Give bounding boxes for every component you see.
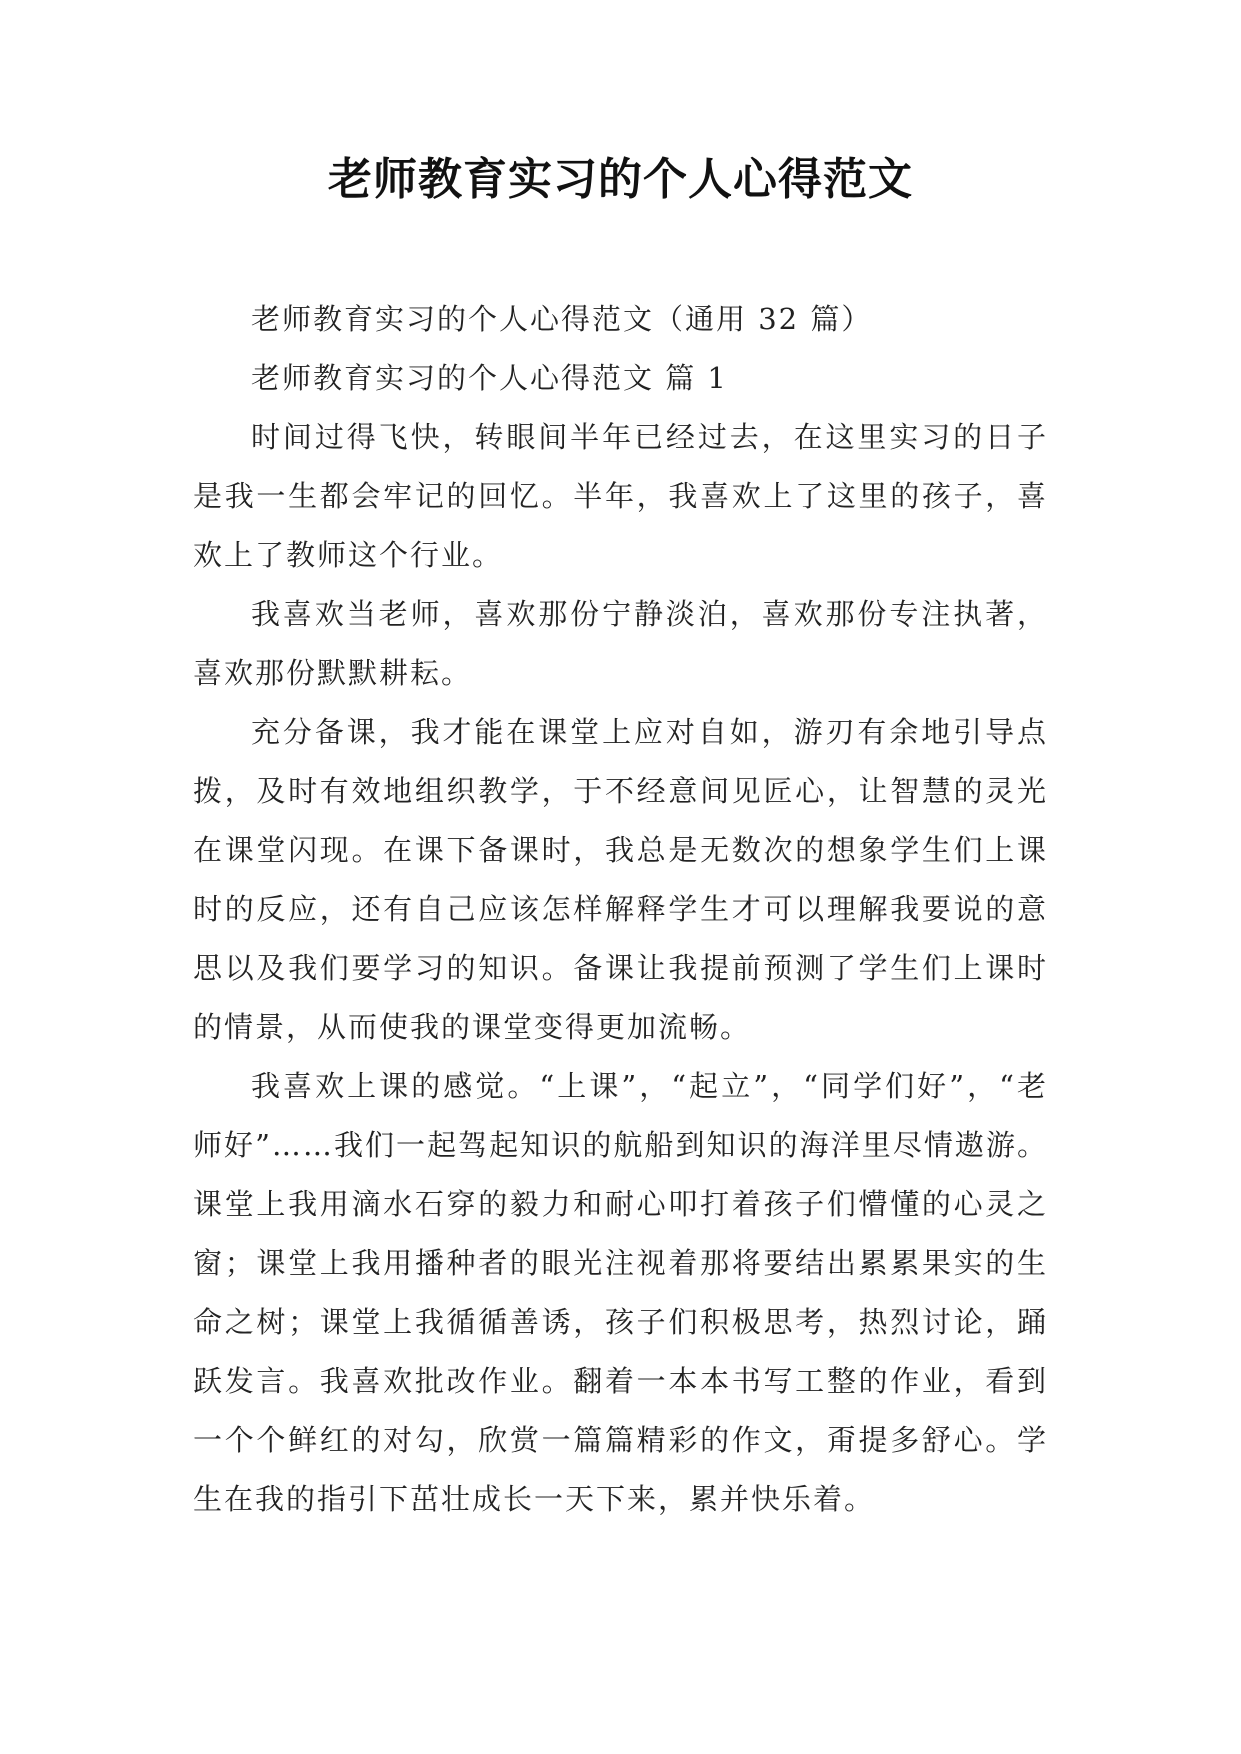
paragraph: 我喜欢当老师，喜欢那份宁静淡泊，喜欢那份专注执著，喜欢那份默默耕耘。 — [193, 597, 1048, 690]
paragraph: 充分备课，我才能在课堂上应对自如，游刃有余地引导点拨，及时有效地组织教学，于不经意间见匠心，让智慧的灵光在课堂闪现。在课下备课时，我总是无数次的想象学生们上课时的反应，还有自己应该怎样解释学生才可以理解我要说的意思以及我们要学习的知识。备课让我提前预测了学生们上课时的情景，从而使我的课堂变得更加流畅。 — [193, 715, 1048, 1044]
paragraph: 时间过得飞快，转眼间半年已经过去，在这里实习的日子是我一生都会牢记的回忆。半年，我喜欢上了这里的孩子，喜欢上了教师这个行业。 — [193, 420, 1048, 572]
document-title: 老师教育实习的个人心得范文 — [328, 154, 913, 205]
paragraph: 我喜欢上课的感觉。“上课”，“起立”，“同学们好”，“老师好”……我们一起驾起知识的航船到知识的海洋里尽情遨游。课堂上我用滴水石穿的毅力和耐心叩打着孩子们懵懂的心灵之窗；课堂上我用播种者的眼光注视着那将要结出累累果实的生命之树；课堂上我循循善诱，孩子们积极思考，热烈讨论，踊跃发言。我喜欢批改作业。翻着一本本书写工整的作业，看到一个个鲜红的对勾，欣赏一篇篇精彩的作文，甭提多舒心。学生在我的指引下茁壮成长一天下来，累并快乐着。 — [193, 1069, 1048, 1516]
section-heading: 老师教育实习的个人心得范文 篇 1 — [251, 361, 728, 395]
document-body — [193, 290, 1048, 1529]
document-subtitle: 老师教育实习的个人心得范文（通用 32 篇） — [251, 302, 873, 336]
